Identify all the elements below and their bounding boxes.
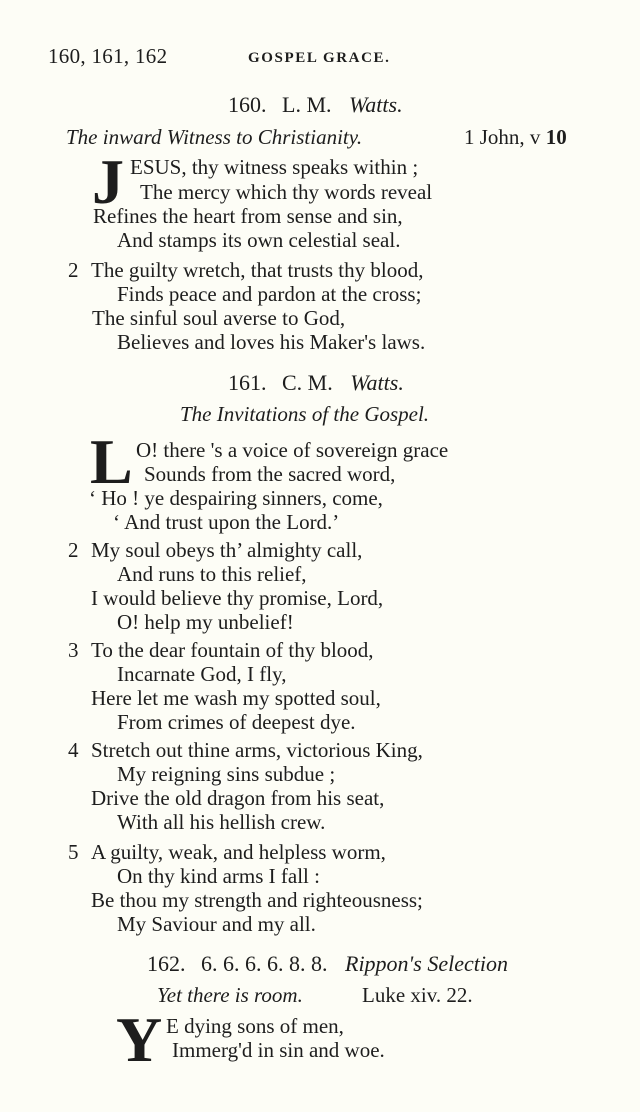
running-head: [38, 42, 578, 72]
verse-line: Believes and loves his Maker's laws.: [117, 330, 426, 354]
verse-line: ‘ Ho ! ye despairing sinners, come,: [89, 486, 383, 510]
verse-line: Be thou my strength and righteousness;: [91, 888, 423, 912]
verse-line: Refines the heart from sense and sin,: [93, 204, 403, 228]
hymn-meter: L. M.: [282, 92, 332, 117]
running-head-hymn-numbers: 160, 161, 162: [48, 44, 168, 68]
scripture-verse: 10: [545, 125, 567, 149]
verse-line: E dying sons of men,: [166, 1014, 344, 1038]
hymn-number: 162.: [147, 951, 186, 976]
running-head-title: GOSPEL GRACE.: [248, 50, 391, 66]
hymn-160-dropcap: J: [92, 146, 124, 217]
hymn-subtitle: The inward Witness to Christianity.: [66, 125, 363, 149]
hymn-161-heading: [228, 370, 404, 396]
verse-line: Immerg'd in sin and woe.: [172, 1038, 385, 1062]
verse-number: 2: [68, 258, 79, 282]
verse-line: And runs to this relief,: [117, 562, 307, 586]
verse-line: The guilty wretch, that trusts thy blood,: [91, 258, 424, 282]
hymn-author: Rippon's Selection: [345, 951, 508, 976]
verse-line: With all his hellish crew.: [117, 810, 326, 834]
scripture-reference: 1 John, v: [464, 125, 541, 149]
hymn-author: Watts.: [350, 370, 404, 395]
verse-line: ‘ And trust upon the Lord.’: [113, 510, 340, 534]
hymn-subtitle: Yet there is room.: [157, 983, 303, 1007]
hymn-162-heading: [147, 951, 508, 977]
verse-line: Finds peace and pardon at the cross;: [117, 282, 422, 306]
verse-line: On thy kind arms I fall :: [117, 864, 320, 888]
hymn-meter: 6. 6. 6. 6. 8. 8.: [201, 951, 328, 976]
hymn-160-scripture: [464, 125, 567, 150]
hymn-meter: C. M.: [282, 370, 333, 395]
verse-line: The mercy which thy words reveal: [140, 180, 433, 204]
hymn-number: 160.: [228, 92, 267, 117]
scripture-reference: Luke xiv. 22.: [362, 983, 473, 1007]
hymn-161-dropcap: L: [90, 426, 133, 497]
verse-line: My Saviour and my all.: [117, 912, 316, 936]
verse-line: Sounds from the sacred word,: [144, 462, 396, 486]
verse-line: From crimes of deepest dye.: [117, 710, 356, 734]
hymn-author: Watts.: [349, 92, 403, 117]
hymn-160-heading: [228, 92, 403, 118]
verse-line: O! there 's a voice of sovereign grace: [136, 438, 449, 462]
verse-line: Drive the old dragon from his seat,: [91, 786, 385, 810]
verse-line: And stamps its own celestial seal.: [117, 228, 401, 252]
verse-number: 5: [68, 840, 79, 864]
hymn-162-dropcap: Y: [116, 1004, 163, 1075]
verse-line: I would believe thy promise, Lord,: [91, 586, 384, 610]
hymn-162-scripture: [362, 983, 473, 1008]
verse-line: Incarnate God, I fly,: [117, 662, 287, 686]
verse-number: 2: [68, 538, 79, 562]
verse-line: A guilty, weak, and helpless worm,: [91, 840, 386, 864]
verse-line: Stretch out thine arms, victorious King,: [91, 738, 423, 762]
verse-line: Here let me wash my spotted soul,: [91, 686, 381, 710]
verse-line: O! help my unbelief!: [117, 610, 294, 634]
hymn-subtitle: The Invitations of the Gospel.: [180, 402, 430, 426]
verse-line: The sinful soul averse to God,: [92, 306, 346, 330]
verse-number: 3: [68, 638, 79, 662]
hymn-number: 161.: [228, 370, 267, 395]
verse-line: ESUS, thy witness speaks within ;: [130, 155, 419, 179]
verse-line: My reigning sins subdue ;: [117, 762, 336, 786]
verse-line: To the dear fountain of thy blood,: [91, 638, 374, 662]
verse-number: 4: [68, 738, 79, 762]
verse-line: My soul obeys th’ almighty call,: [91, 538, 363, 562]
hymn-161-subtitle: [180, 402, 429, 427]
hymn-162-subtitle: [157, 983, 303, 1008]
